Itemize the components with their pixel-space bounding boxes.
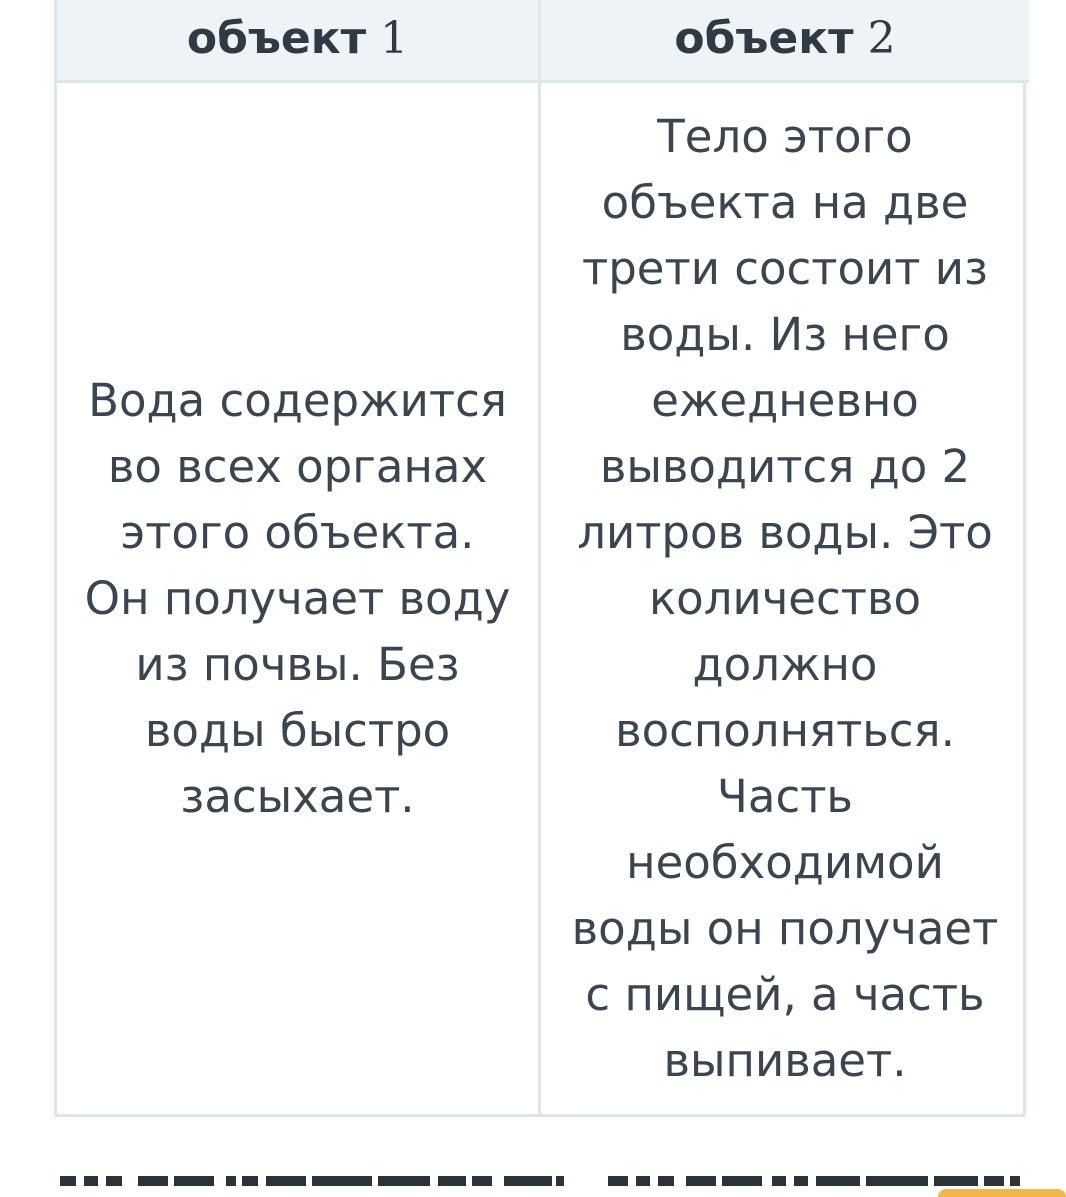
cell-text: Тело этого объекта на две трети состоит из воды. Из него ежедневно выводится до 2 литров воды. Это количество должно восполняться. Часть необходимой воды он получает с пищей, а часть выпивает.: [571, 109, 999, 1087]
header-word: объект: [186, 13, 367, 64]
comparison-table: [54, 0, 1026, 1117]
cell-object-2: [541, 83, 1029, 1114]
header-object-2: [541, 0, 1029, 83]
cell-text: Вода содержится во всех органах этого объекта. Он получает воду из почвы. Без воды быстро засыхает.: [84, 373, 511, 823]
header-object-1: [57, 0, 541, 83]
cut-off-accent-button: [938, 1189, 1066, 1197]
header-number: 2: [867, 13, 896, 64]
cut-off-text-line: [60, 1176, 1020, 1190]
cell-object-1: [57, 83, 541, 1114]
header-word: объект: [674, 13, 854, 64]
header-number: 1: [380, 13, 409, 64]
